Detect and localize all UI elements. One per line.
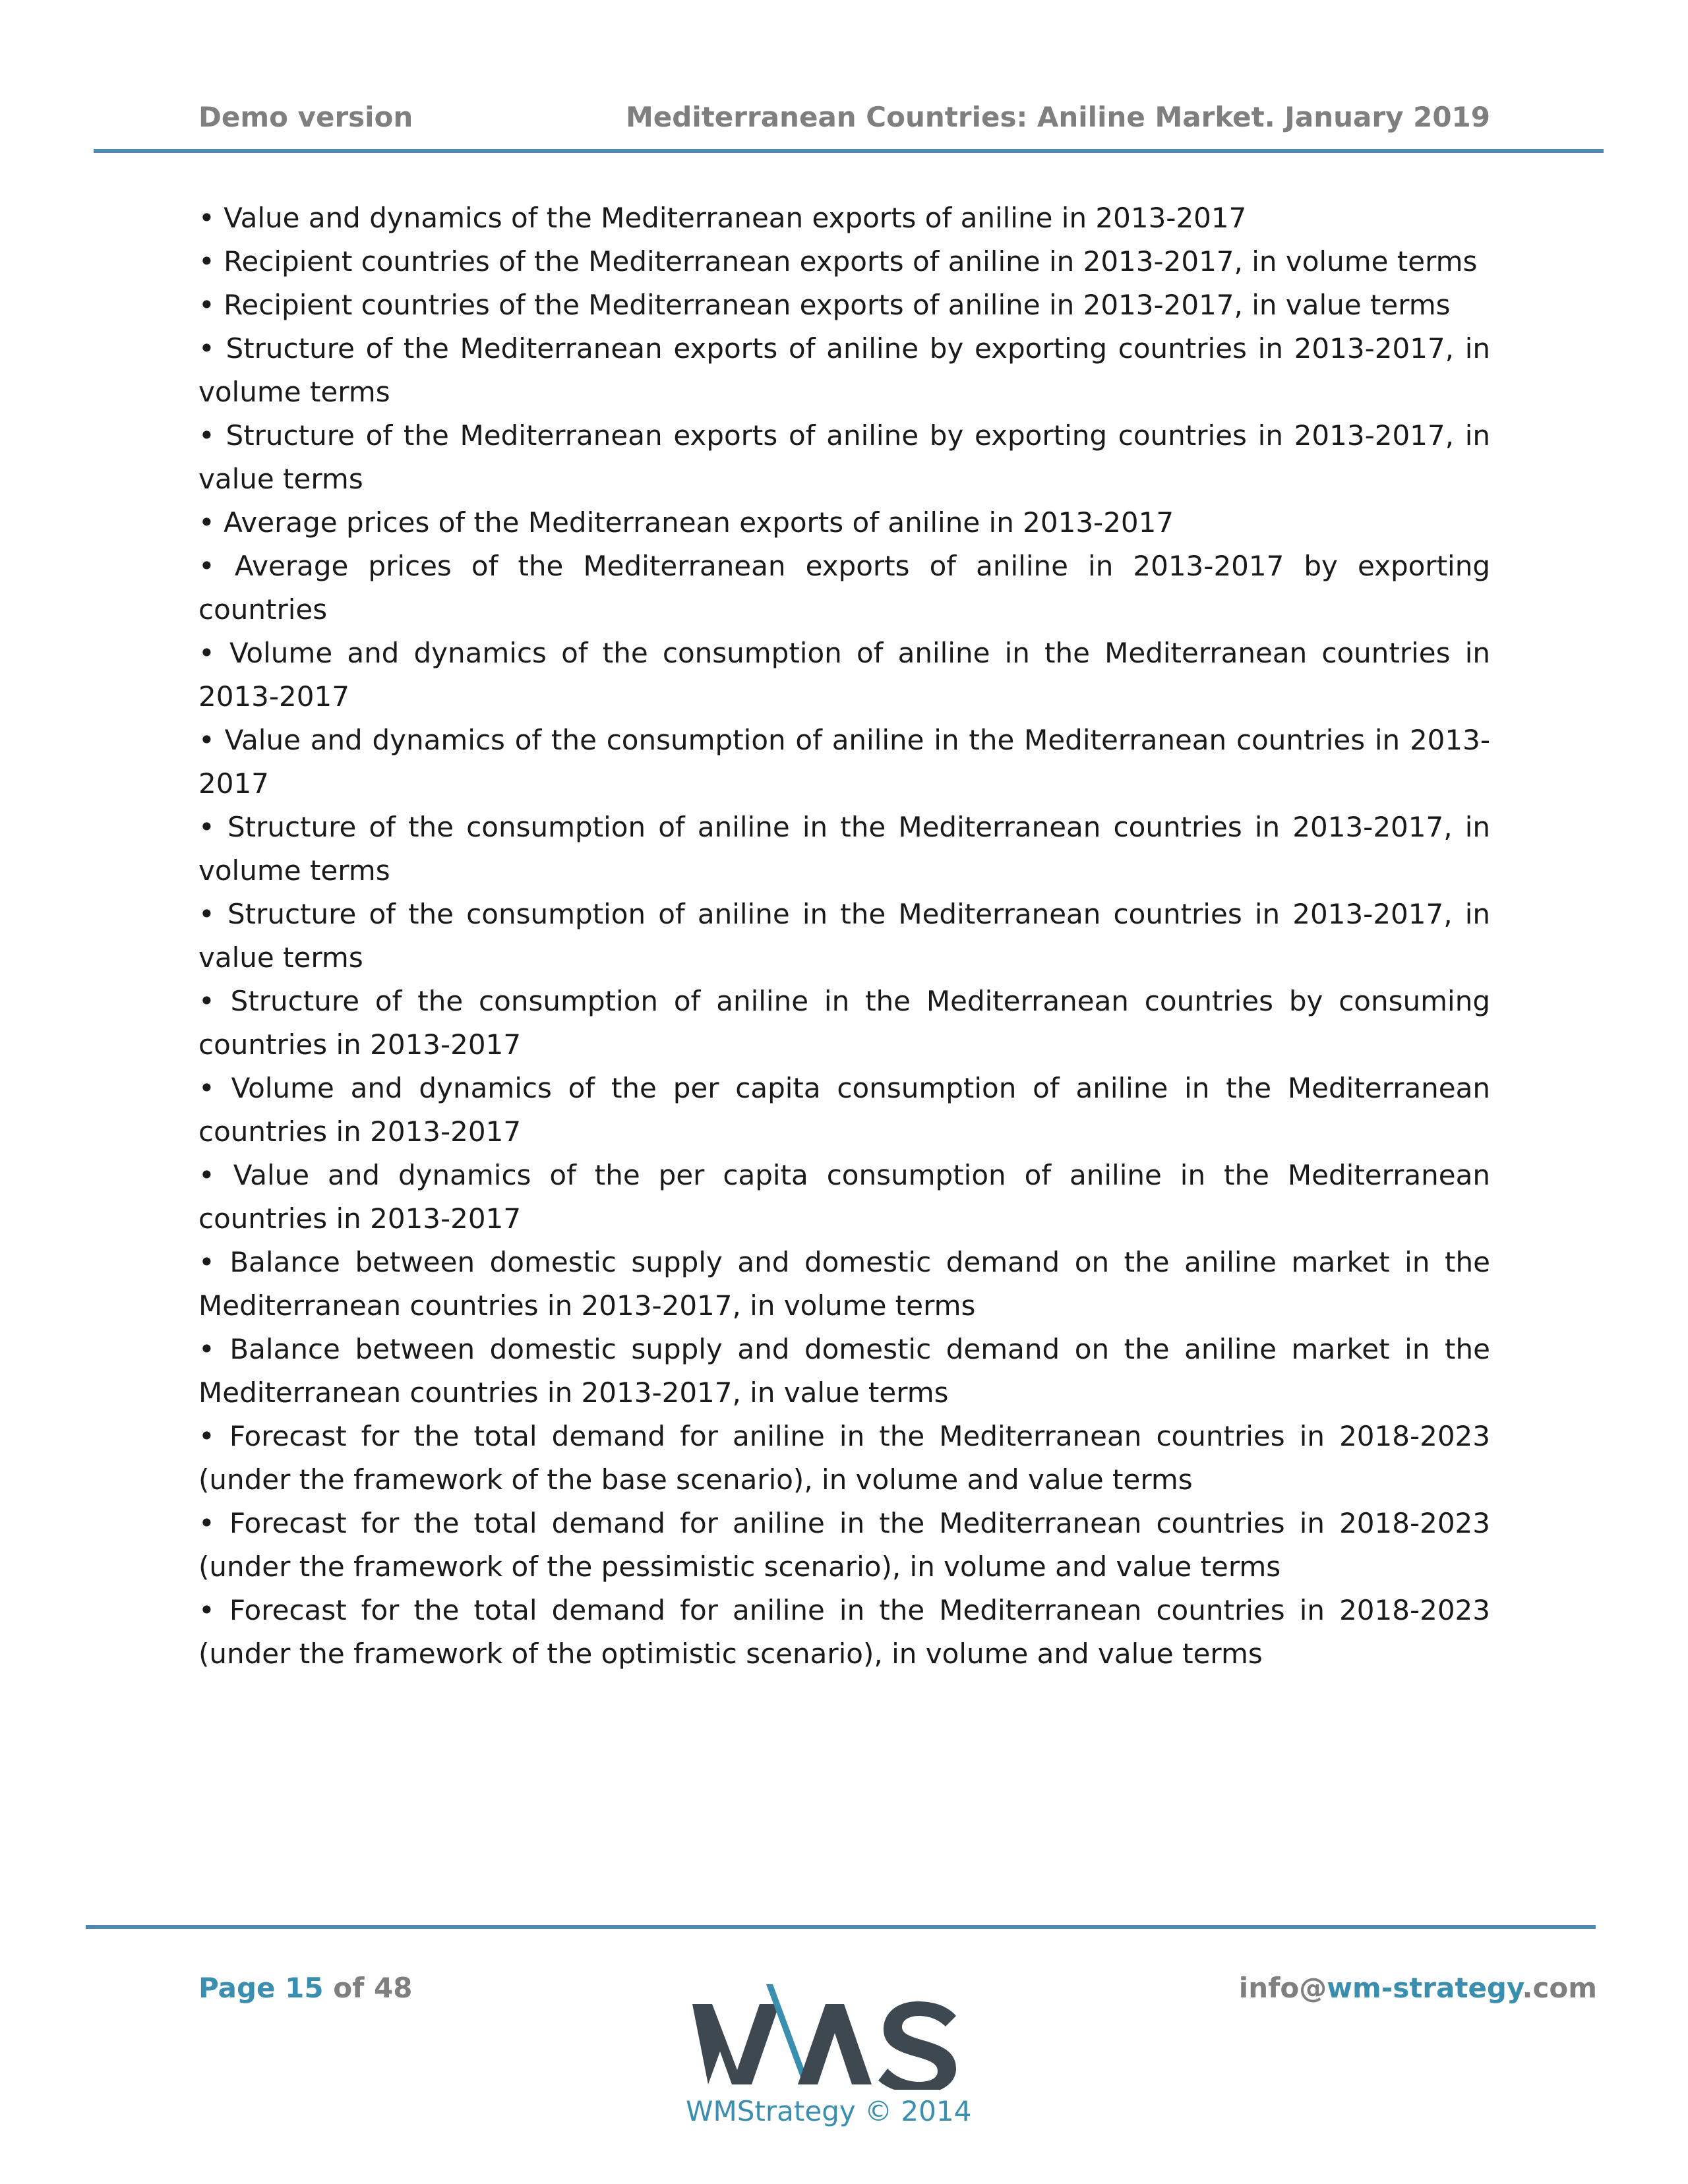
list-item [198,719,1490,806]
page-current: 15 [285,1972,324,2004]
header-report-title: Mediterranean Countries: Aniline Market. January 2019 [625,101,1490,133]
list-item [198,1154,1490,1241]
list-item-text: Value and dynamics of the per capita consumption of aniline in the Mediterranean countries in 2013-2017 [198,1159,1490,1235]
list-item [198,1241,1490,1328]
page-of-label: of [333,1972,365,2004]
list-item [198,327,1490,414]
contact-email[interactable] [1239,1972,1597,2004]
list-item-text: Value and dynamics of the consumption of aniline in the Mediterranean countries in 2013-2017 [198,724,1490,800]
logo-caption: WMStrategy © 2014 [686,2095,972,2127]
list-item-text: Volume and dynamics of the per capita consumption of aniline in the Mediterranean countries in 2013-2017 [198,1072,1490,1148]
bullet-icon: • [198,811,215,843]
list-item-text: Balance between domestic supply and domestic demand on the aniline market in the Mediterranean countries in 2013-2017, in volume terms [198,1246,1490,1322]
bullet-icon: • [198,245,215,278]
bullet-icon: • [198,506,215,539]
bullet-icon: • [198,1507,215,1539]
list-item-text: Recipient countries of the Mediterranean exports of aniline in 2013-2017, in volume terms [224,245,1478,278]
bullet-icon: • [198,550,215,582]
list-item-text: Forecast for the total demand for aniline in the Mediterranean countries in 2018-2023 (under the framework of the pessimistic scenario), in volume and value terms [198,1507,1490,1583]
list-item [198,240,1490,283]
wms-logo-icon [686,1978,969,2090]
list-item [198,1328,1490,1415]
bullet-icon: • [198,1594,215,1626]
list-item [198,501,1490,545]
logo-s-shape [878,2001,956,2090]
bullet-icon: • [198,419,215,452]
list-item-text: Structure of the consumption of aniline in the Mediterranean countries in 2013-2017, in value terms [198,898,1490,974]
email-user: info@ [1238,1972,1327,2004]
bullet-icon: • [198,985,215,1017]
list-item [198,1415,1490,1502]
list-item [198,806,1490,893]
bullet-icon: • [198,1246,215,1278]
list-item [198,1589,1490,1676]
bullet-icon: • [198,202,215,234]
bullet-icon: • [198,898,215,930]
list-item [198,632,1490,719]
page-number [198,1972,412,2004]
bullet-icon: • [198,1159,215,1191]
list-item [198,545,1490,632]
footer-divider [86,1925,1596,1929]
list-item [198,1067,1490,1154]
bullet-icon: • [198,1333,215,1365]
logo-m-shape [798,2004,872,2084]
email-tld: .com [1522,1972,1597,2004]
bullet-icon: • [198,1420,215,1452]
list-item-text: Balance between domestic supply and domestic demand on the aniline market in the Mediterranean countries in 2013-2017, in value terms [198,1333,1490,1409]
bullet-icon: • [198,1072,215,1104]
list-item-text: Structure of the consumption of aniline in the Mediterranean countries by consuming countries in 2013-2017 [198,985,1490,1061]
list-item-text: Forecast for the total demand for aniline in the Mediterranean countries in 2018-2023 (under the framework of the base scenario), in volume and value terms [198,1420,1490,1496]
list-item-text: Recipient countries of the Mediterranean exports of aniline in 2013-2017, in value terms [224,289,1451,321]
list-item-text: Structure of the Mediterranean exports of aniline by exporting countries in 2013-2017, in value terms [198,419,1490,495]
header-divider [94,149,1604,153]
list-item-text: Forecast for the total demand for aniline in the Mediterranean countries in 2018-2023 (under the framework of the optimistic scenario), in volume and value terms [198,1594,1490,1670]
list-item [198,1502,1490,1589]
list-item-text: Volume and dynamics of the consumption of aniline in the Mediterranean countries in 2013-2017 [198,637,1490,713]
list-item-text: Structure of the Mediterranean exports of aniline by exporting countries in 2013-2017, in volume terms [198,332,1490,408]
list-item-text: Average prices of the Mediterranean exports of aniline in 2013-2017 by exporting countries [198,550,1490,626]
list-item-text: Structure of the consumption of aniline in the Mediterranean countries in 2013-2017, in volume terms [198,811,1490,887]
report-contents [198,196,1490,1676]
email-domain: wm-strategy [1327,1972,1522,2004]
header-demo-version: Demo version [198,101,413,133]
page-total: 48 [374,1972,413,2004]
contents-list [198,196,1490,1676]
list-item [198,893,1490,980]
list-item-text: Value and dynamics of the Mediterranean exports of aniline in 2013-2017 [224,202,1247,234]
list-item [198,196,1490,240]
list-item [198,414,1490,501]
bullet-icon: • [198,637,215,669]
page-label: Page [198,1972,276,2004]
list-item [198,980,1490,1067]
list-item [198,283,1490,327]
list-item-text: Average prices of the Mediterranean exports of aniline in 2013-2017 [224,506,1174,539]
bullet-icon: • [198,289,215,321]
logo-w-shape [692,2004,779,2084]
bullet-icon: • [198,332,215,365]
bullet-icon: • [198,724,215,756]
